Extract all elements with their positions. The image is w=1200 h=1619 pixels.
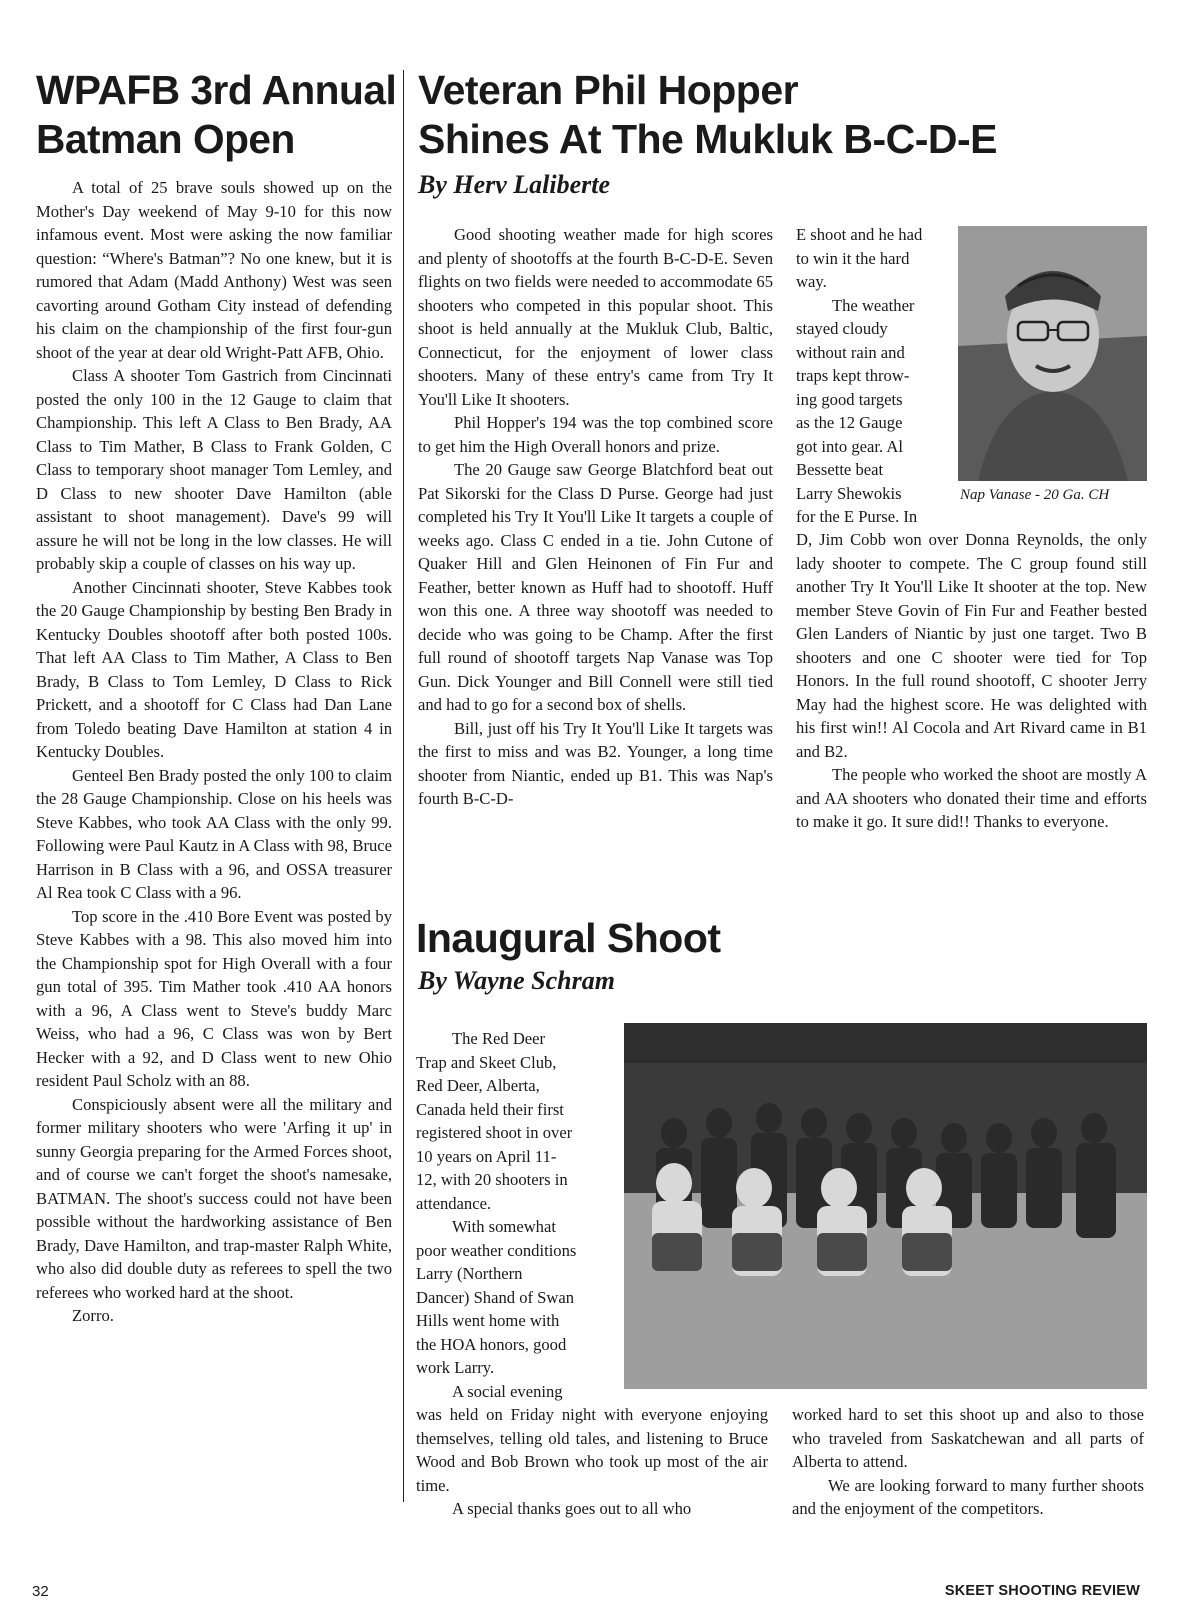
article1-title-line2: Batman Open xyxy=(36,116,295,162)
article2-wrap-line: as the 12 Gauge xyxy=(796,413,903,432)
article2-wrap-line: ing good targets xyxy=(796,389,903,409)
article2-paragraph: Bill, just off his Try It You'll Like It targets was the first to miss and was B2. Younger, a long time shooter from Niantic, ended up B1. This was Nap's fourth B-C-D- xyxy=(418,718,773,808)
article2-wrap-line: traps kept throw- xyxy=(796,366,910,385)
article3-wrap-line: Dancer) Shand of Swan xyxy=(416,1287,575,1307)
article1-title-line1: WPAFB 3rd Annual xyxy=(36,67,397,113)
article2-body-col2 xyxy=(796,528,1147,834)
portrait-caption: Nap Vanase - 20 Ga. CH xyxy=(960,487,1110,503)
article3-wrap-line: the HOA honors, good xyxy=(416,1334,567,1354)
article3-wrap-line: Hills went home with xyxy=(416,1311,560,1330)
article1-title xyxy=(36,66,396,164)
article2-paragraph: Good shooting weather made for high scores and plenty of shootoffs at the fourth B-C-D-E. Seven flights on two fields were needed to accommodate 65 shooters who competed in this popular shoot. This shoot is held annually at the Mukluk Club, Baltic, Connecticut, for the enjoyment of lower class shooters. Many of these entry's came from Try It You'll Like It shooters. xyxy=(418,225,773,409)
article1-paragraph: Zorro. xyxy=(72,1306,114,1325)
article3-body-col1 xyxy=(416,1403,768,1521)
article3-paragraph: was held on Friday night with everyone enjoying themselves, telling old tales, and listening to Bruce Wood and Bob Brown who took up most of the air time. xyxy=(416,1405,768,1495)
article3-wrap-line: With somewhat xyxy=(452,1217,556,1236)
article1-paragraph: Conspiciously absent were all the military and former military shooters who were 'Arfing it up' in sunny Georgia preparing for the Armed Forces shoot, and of course we can't forget the shoot's namesake, BATMAN. The shoot's success could not have been possible without the hardworking assistance of Ben Brady, Dave Hamilton, and trap-master Ralph White, who also did double duty as referees to spell the two referees who worked hard at the shoot. xyxy=(36,1094,392,1302)
column-divider xyxy=(403,70,404,1502)
article3-byline: By Wayne Schram xyxy=(418,966,615,995)
article2-wrap-line: way. xyxy=(796,272,827,291)
article2-body-wrap xyxy=(796,223,946,529)
article3-wrap-line: work Larry. xyxy=(416,1358,495,1377)
article3-wrap-line: Trap and Skeet Club, xyxy=(416,1052,557,1072)
article2-paragraph: Phil Hopper's 194 was the top combined score to get him the High Overall honors and prize. xyxy=(418,413,773,456)
group-photo xyxy=(624,1023,1147,1389)
article3-title: Inaugural Shoot xyxy=(416,915,721,961)
article2-wrap-line: for the E Purse. In xyxy=(796,507,918,526)
article3-wrap-line: Larry (Northern xyxy=(416,1264,523,1283)
publication-name: SKEET SHOOTING REVIEW xyxy=(944,1583,1140,1599)
article2-paragraph: The 20 Gauge saw George Blatchford beat out Pat Sikorski for the Class D Purse. George had just completed his Try It You'll Like It targets a couple of weeks ago. Class C ended in a tie. John Cutone of Quaker Hill and Glen Heinonen of Fin Fur and Feather, better known as Huff had to shootoff. Huff won this one. A three way shootoff was needed to decide who was going to be Champ. After the first full round of shootoff targets Nap Vanase was Top Gun. Dick Younger and Bill Connell were still tied and had to go for a second box of shells. xyxy=(418,460,773,714)
article3-body-wrap xyxy=(416,1027,602,1403)
article2-wrap-line: got into gear. Al xyxy=(796,436,903,456)
article2-wrap-line: Larry Shewokis xyxy=(796,483,902,503)
group-photo-illustration xyxy=(624,1023,1147,1389)
article1-paragraph: Genteel Ben Brady posted the only 100 to claim the 28 Gauge Championship. Close on his heels was Steve Kabbes, who took AA Class with the only 99. Following were Paul Kautz in A Class with 98, Bruce Harrison in B Class with a 96, and OSSA treasurer Al Rea took C Class with a 96. xyxy=(36,765,392,902)
article1-body xyxy=(36,176,392,1328)
article2-paragraph: The people who worked the shoot are mostly A and AA shooters who donated their time and efforts to make it go. It sure did!! Thanks to everyone. xyxy=(796,765,1147,831)
article2-wrap-line: The weather xyxy=(832,295,915,315)
article2-title-line1: Veteran Phil Hopper xyxy=(418,67,799,113)
article3-paragraph: We are looking forward to many further shoots and the enjoyment of the competitors. xyxy=(792,1475,1144,1518)
article2-byline: By Herv Laliberte xyxy=(418,170,611,199)
article3-wrap-line: 10 years on April 11- xyxy=(416,1146,557,1166)
article3-wrap-line: Canada held their first xyxy=(416,1099,564,1119)
article3-paragraph: worked hard to set this shoot up and also to those who traveled from Saskatchewan and all parts of Alberta to attend. xyxy=(792,1405,1144,1471)
article1-paragraph: Another Cincinnati shooter, Steve Kabbes took the 20 Gauge Championship by besting Ben Brady in Kentucky Doubles shootoff after both posted 100s. That left AA Class to Tim Mather, A Class to Ben Brady, B Class to Tom Lemley, D Class to Rick Prickett, and a shootoff for C Class had Dan Lane from Toledo beating Dave Hamilton at station 4 in Kentucky Doubles. xyxy=(36,577,392,761)
article1-paragraph: Top score in the .410 Bore Event was posted by Steve Kabbes with a 98. This also moved him into the Championship spot for High Overall with a four gun total of 395. Tim Mather took .410 AA honors with a 96, A Class went to Steve's buddy Marc Weiss, who had a 96, C Class was won by Bert Hecker with a 92, and D Class went to new Ohio resident Paul Scholz with an 88. xyxy=(36,906,392,1090)
article3-wrap-line: 12, with 20 shooters in xyxy=(416,1170,568,1189)
page-number: 32 xyxy=(32,1583,49,1600)
article3-wrap-line: attendance. xyxy=(416,1193,492,1213)
article3-wrap-line: The Red Deer xyxy=(452,1029,546,1048)
portrait-photo xyxy=(958,226,1147,481)
article2-title xyxy=(418,66,997,164)
article3-body-col2 xyxy=(792,1403,1144,1521)
article1-paragraph: A total of 25 brave souls showed up on the Mother's Day weekend of May 9-10 for this now infamous event. Most were asking the now familiar question: “Where's Batman”? No one knew, but it is rumored that Adam (Madd Anthony) West was seen cavorting around Gotham City instead of defending his claim on the championship of the first four-gun shoot of the year at dear old Wright-Patt AFB, Ohio. xyxy=(36,178,392,362)
article2-wrap-line: without rain and xyxy=(796,342,905,362)
article2-wrap-line: to win it the hard xyxy=(796,248,910,268)
article2-wrap-line: E shoot and he had xyxy=(796,225,923,244)
article2-paragraph: D, Jim Cobb won over Donna Reynolds, the only lady shooter to compete. The C group found still another Try It You'll Like It shooter at the top. New member Steve Govin of Fin Fur and Feather bested Glen Landers of Niantic by just one target. Two B shooters and one C shooter were tied for Top Honors. In the full round shootoff, C shooter Jerry May had the highest score. He was delighted with his first win!! Al Cocola and Art Rivard came in B1 and B2. xyxy=(796,530,1147,761)
article2-wrap-line: Bessette beat xyxy=(796,460,884,479)
article2-wrap-line: stayed cloudy xyxy=(796,319,888,338)
article2-title-line2: Shines At The Mukluk B-C-D-E xyxy=(418,116,997,162)
article3-wrap-line: Red Deer, Alberta, xyxy=(416,1076,540,1095)
article3-wrap-line: poor weather conditions xyxy=(416,1240,577,1260)
article2-body-col1 xyxy=(418,223,773,811)
article3-wrap-line: A social evening xyxy=(452,1381,563,1401)
article3-wrap-line: registered shoot in over xyxy=(416,1123,573,1142)
article3-paragraph: A special thanks goes out to all who xyxy=(452,1499,692,1518)
portrait-illustration xyxy=(958,226,1147,481)
article1-paragraph: Class A shooter Tom Gastrich from Cincinnati posted the only 100 in the 12 Gauge to claim that Championship. This left A Class to Ben Brady, AA Class to Tim Mather, B Class to Frank Golden, C Class to temporary shoot manager Tom Lemley, and D Class to new shooter Dave Hamilton (able assistant to shoot management). Dave's 99 will assure he will not be long in the low classes. He will probably skip a couple of classes on his way up. xyxy=(36,366,392,573)
